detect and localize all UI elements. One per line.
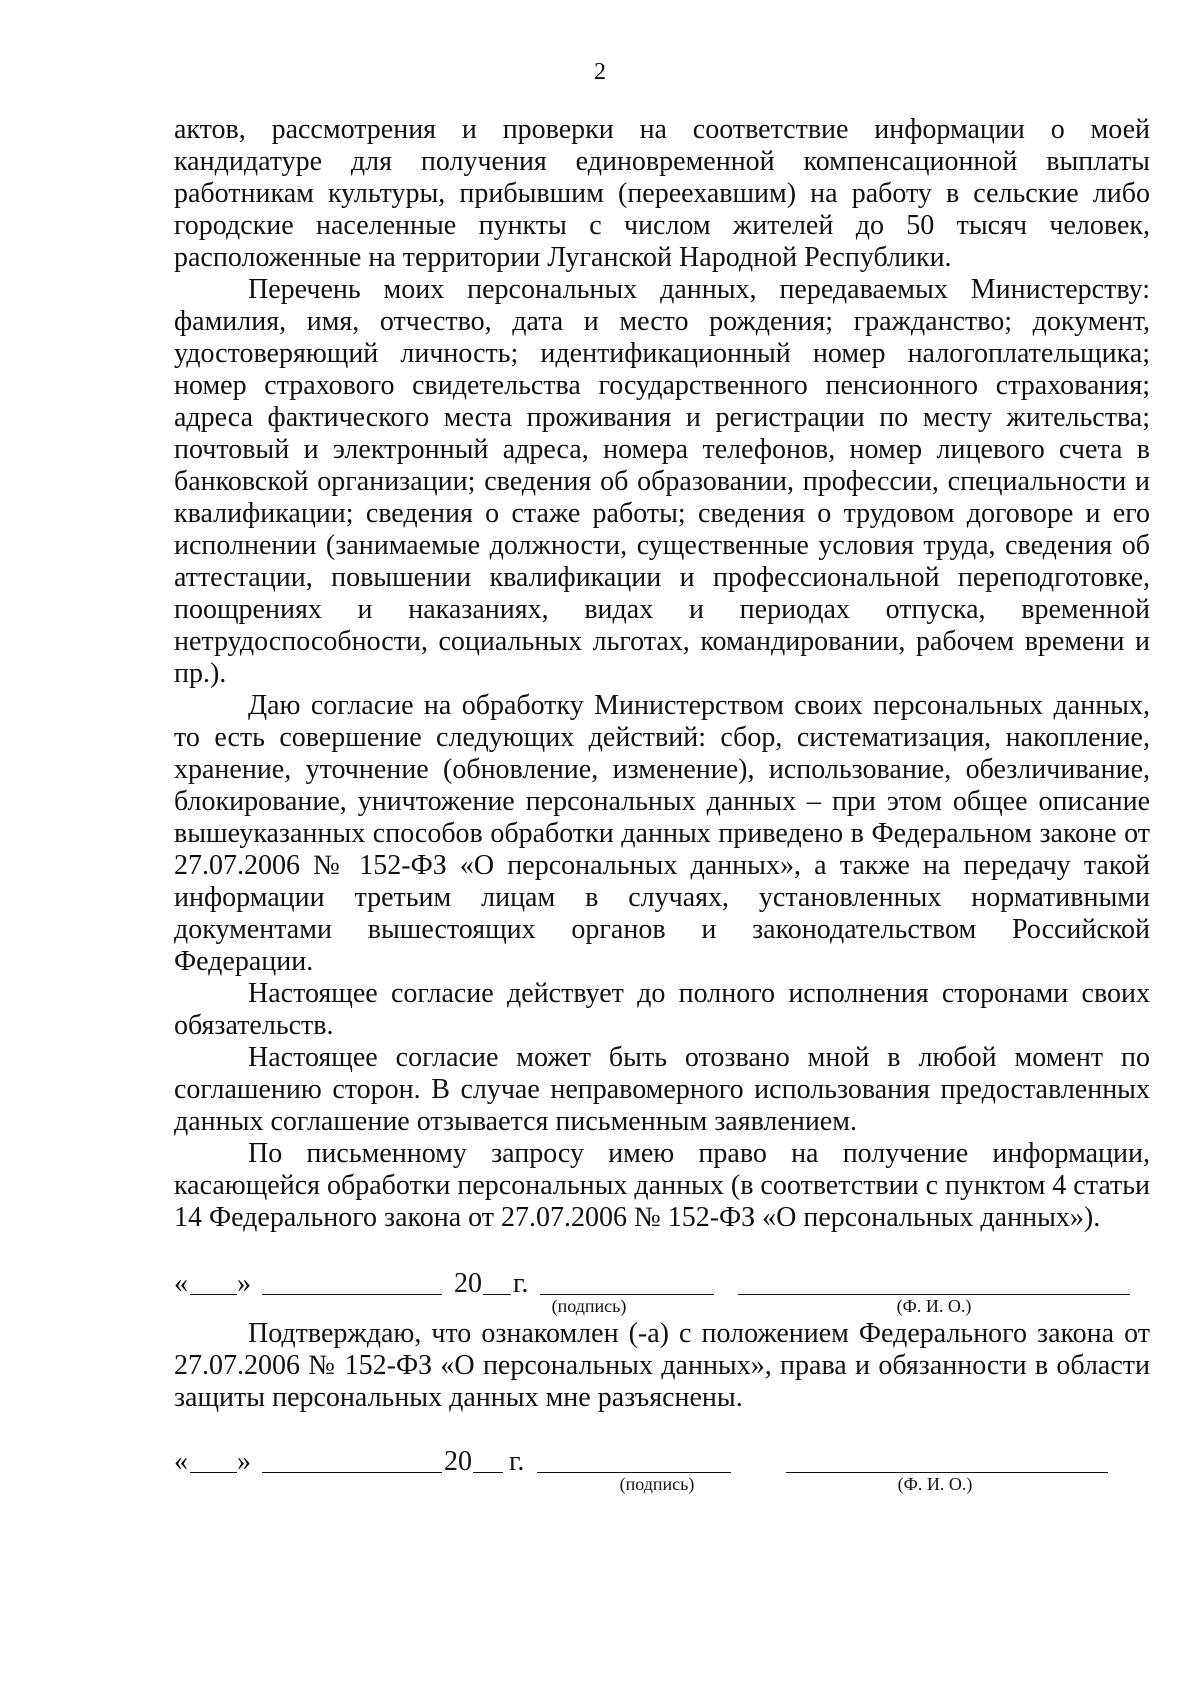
signature-blank[interactable]: [537, 1472, 731, 1473]
consent-body: [174, 114, 1150, 1234]
year-prefix: 20: [454, 1268, 482, 1299]
confirmation-block: [174, 1318, 1150, 1414]
year-blank[interactable]: [473, 1472, 503, 1473]
year-prefix: 20: [444, 1446, 472, 1477]
name-caption: (Ф. И. О.): [897, 1474, 973, 1494]
year-blank[interactable]: [483, 1294, 511, 1295]
date-close-quote: »: [237, 1268, 251, 1299]
year-suffix: г.: [513, 1268, 529, 1299]
paragraph-information-request: По письменному запросу имею право на получение информации, касающейся обработки персональных данных (в соответствии с пунктом 4 статьи 14 Федерального закона от 27.07.2006 № 152-ФЗ «О персональных данных»).: [174, 1138, 1151, 1233]
full-name-blank[interactable]: [786, 1472, 1108, 1473]
month-blank[interactable]: [262, 1294, 442, 1295]
date-close-quote: »: [237, 1446, 251, 1477]
signature-caption: (подпись): [619, 1474, 695, 1494]
paragraph-validity: Настоящее согласие действует до полного исполнения сторонами своих обязательств.: [174, 978, 1150, 1041]
date-open-quote: «: [174, 1446, 188, 1477]
paragraph-revocation: Настоящее согласие может быть отозвано мной в любой момент по соглашению сторон. В случае неправомерного использования предоставленных данных соглашение отзывается письменным заявлением.: [174, 1042, 1150, 1137]
name-caption: (Ф. И. О.): [896, 1296, 972, 1316]
day-blank[interactable]: [190, 1472, 237, 1473]
signature-caption: (подпись): [551, 1296, 627, 1316]
paragraph-personal-data-list: Перечень моих персональных данных, передаваемых Министерству: фамилия, имя, отчество, дата и место рождения; гражданство; документ, удостоверяющий личность; идентификационный номер налогоплательщика; номер страхового свидетельства государственного пенсионного страхования; адреса фактического места проживания и регистрации по месту жительства; почтовый и электронный адреса, номера телефонов, номер лицевого счета в банковской организации; сведения об образовании, профессии, специальности и квалификации; сведения о стаже работы; сведения о трудовом договоре и его исполнении (занимаемые должности, существенные условия труда, сведения об аттестации, повышении квалификации и профессиональной переподготовке, поощрениях и наказаниях, видах и периодах отпуска, временной нетрудоспособности, социальных льготах, командировании, рабочем времени и пр.).: [174, 274, 1150, 689]
paragraph-confirmation: Подтверждаю, что ознакомлен (-а) с положением Федерального закона от 27.07.2006 № 152-ФЗ «О персональных данных», права и обязанности в области защиты персональных данных мне разъяснены.: [174, 1318, 1150, 1413]
paragraph-consent-processing: Даю согласие на обработку Министерством своих персональных данных, то есть совершение следующих действий: сбор, систематизация, накопление, хранение, уточнение (обновление, изменение), использование, обезличивание, блокирование, уничтожение персональных данных – при этом общее описание вышеуказанных способов обработки данных приведено в Федеральном законе от 27.07.2006 № 152-ФЗ «О персональных данных», а также на передачу такой информации третьим лицам в случаях, установленных нормативными документами вышестоящих органов и законодательством Российской Федерации.: [174, 690, 1150, 977]
year-suffix: г.: [509, 1446, 525, 1477]
month-blank[interactable]: [262, 1472, 442, 1473]
page-number: 2: [594, 59, 606, 85]
paragraph-continuation: актов, рассмотрения и проверки на соответствие информации о моей кандидатуре для получения единовременной компенсационной выплаты работникам культуры, прибывшим (переехавшим) на работу в сельские либо городские населенные пункты с числом жителей до 50 тысяч человек, расположенные на территории Луганской Народной Республики.: [174, 114, 1150, 273]
date-open-quote: «: [174, 1268, 188, 1299]
signature-blank[interactable]: [540, 1294, 714, 1295]
day-blank[interactable]: [190, 1294, 237, 1295]
full-name-blank[interactable]: [738, 1294, 1130, 1295]
